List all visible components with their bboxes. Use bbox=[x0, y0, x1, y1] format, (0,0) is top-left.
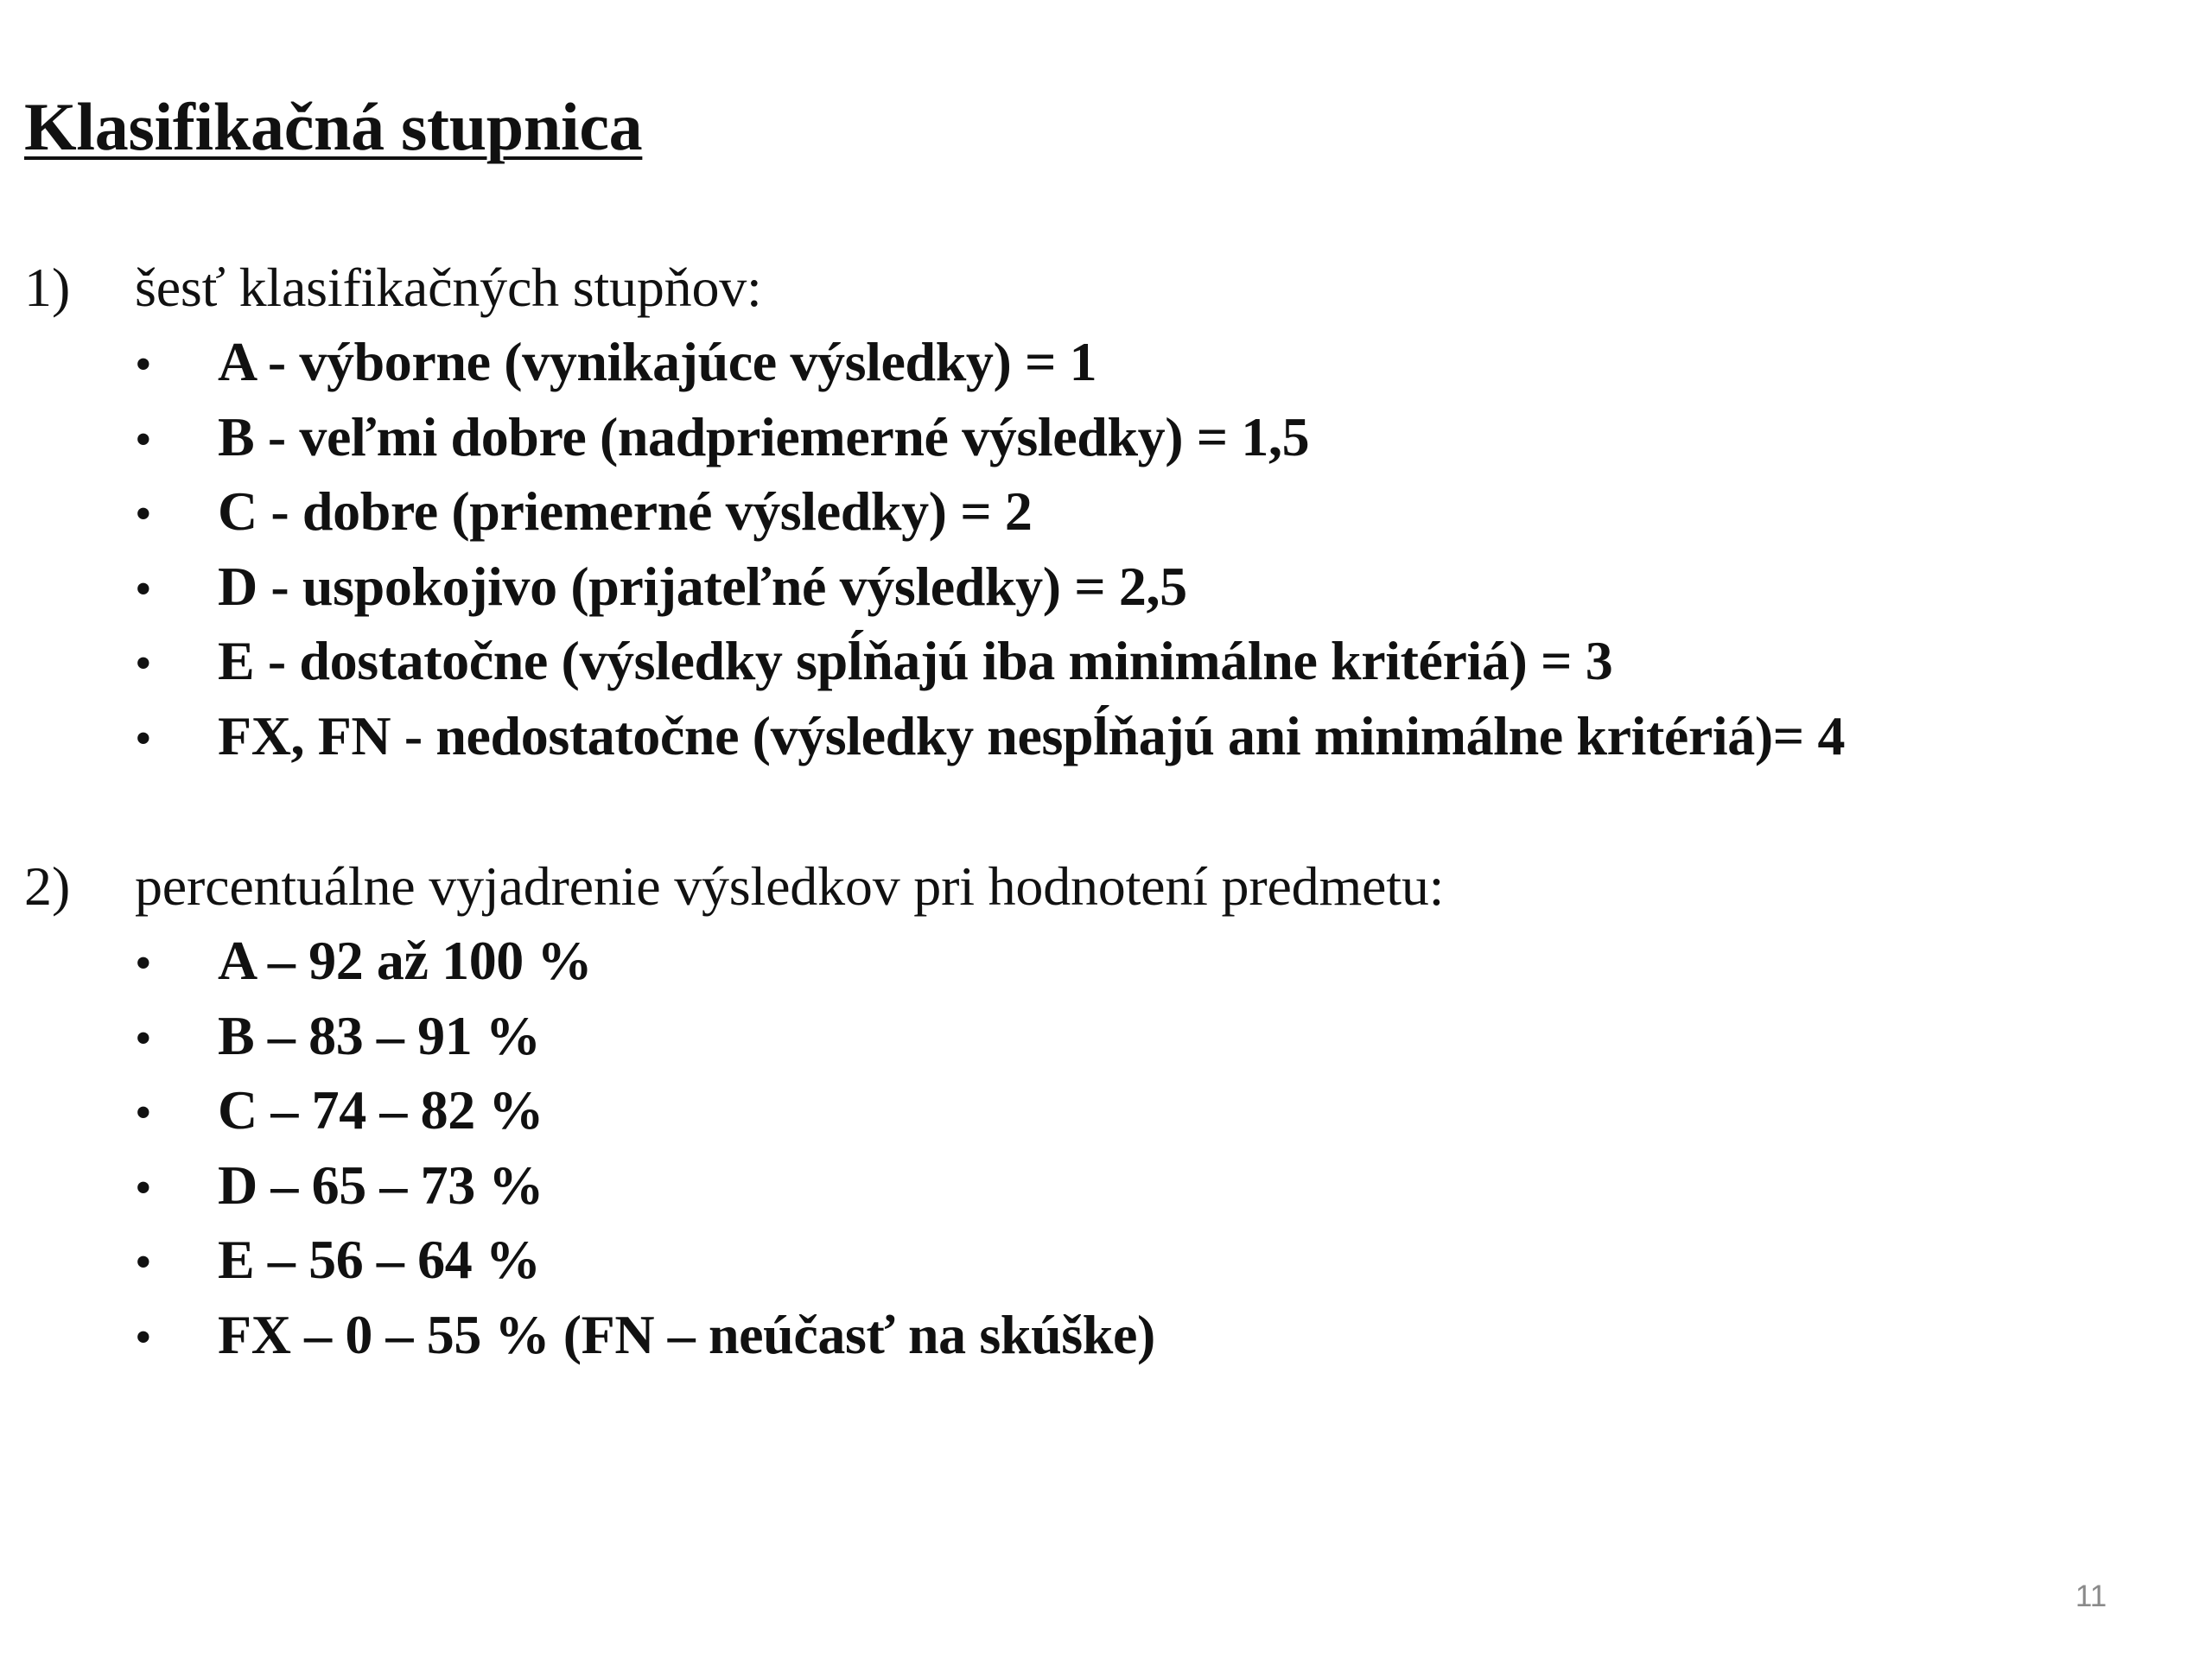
section-heading bbox=[24, 251, 2184, 325]
list-item-text: B - veľmi dobre (nadpriemerné výsledky) = 1,5 bbox=[218, 405, 1310, 467]
page-number: 11 bbox=[2075, 1580, 2107, 1613]
slide-title: Klasifikačná stupnica bbox=[24, 89, 643, 164]
bullet: • bbox=[135, 937, 152, 990]
bullet: • bbox=[135, 1236, 152, 1289]
grade-levels-list bbox=[24, 325, 2184, 773]
section-heading-text: šesť klasifikačných stupňov: bbox=[135, 257, 762, 318]
list-item-text: D - uspokojivo (prijateľné výsledky) = 2,5 bbox=[218, 555, 1187, 617]
list-item bbox=[24, 400, 2184, 475]
section-number: 2) bbox=[24, 855, 71, 917]
section-number: 1) bbox=[24, 257, 71, 318]
list-item bbox=[24, 474, 2184, 550]
list-item-text: B – 83 – 91 % bbox=[218, 1004, 541, 1066]
list-item bbox=[24, 624, 2184, 699]
bullet: • bbox=[135, 562, 152, 616]
list-item bbox=[24, 1298, 2184, 1373]
list-item-text: E – 56 – 64 % bbox=[218, 1229, 541, 1290]
list-item bbox=[24, 699, 2184, 774]
bullet: • bbox=[135, 1011, 152, 1065]
list-item bbox=[24, 550, 2184, 625]
list-item-text: D – 65 – 73 % bbox=[218, 1154, 544, 1216]
percentage-list bbox=[24, 924, 2184, 1372]
list-item-text: FX – 0 – 55 % (FN – neúčasť na skúške) bbox=[218, 1303, 1155, 1365]
section-heading-text: percentuálne vyjadrenie výsledkov pri hodnotení predmetu: bbox=[135, 855, 1445, 917]
grade-levels-section bbox=[24, 251, 2184, 773]
list-item bbox=[24, 325, 2184, 400]
list-item-text: A - výborne (vynikajúce výsledky) = 1 bbox=[218, 331, 1097, 392]
bullet: • bbox=[135, 1310, 152, 1364]
percentage-section bbox=[24, 849, 2184, 1372]
list-item-text: FX, FN - nedostatočne (výsledky nespĺňajú ani minimálne kritériá)= 4 bbox=[218, 704, 1846, 766]
bullet: • bbox=[135, 711, 152, 766]
list-item bbox=[24, 1223, 2184, 1298]
bullet: • bbox=[135, 637, 152, 690]
bullet: • bbox=[135, 487, 152, 541]
bullet: • bbox=[135, 1160, 152, 1215]
list-item bbox=[24, 999, 2184, 1074]
list-item-text: C – 74 – 82 % bbox=[218, 1079, 544, 1141]
list-item bbox=[24, 1073, 2184, 1148]
list-item bbox=[24, 1148, 2184, 1224]
list-item bbox=[24, 924, 2184, 999]
list-item-text: E - dostatočne (výsledky spĺňajú iba minimálne kritériá) = 3 bbox=[218, 630, 1613, 691]
section-heading bbox=[24, 849, 2184, 924]
bullet: • bbox=[135, 412, 152, 467]
bullet: • bbox=[135, 338, 152, 391]
bullet: • bbox=[135, 1086, 152, 1140]
list-item-text: A – 92 až 100 % bbox=[218, 930, 593, 991]
list-item-text: C - dobre (priemerné výsledky) = 2 bbox=[218, 480, 1033, 542]
